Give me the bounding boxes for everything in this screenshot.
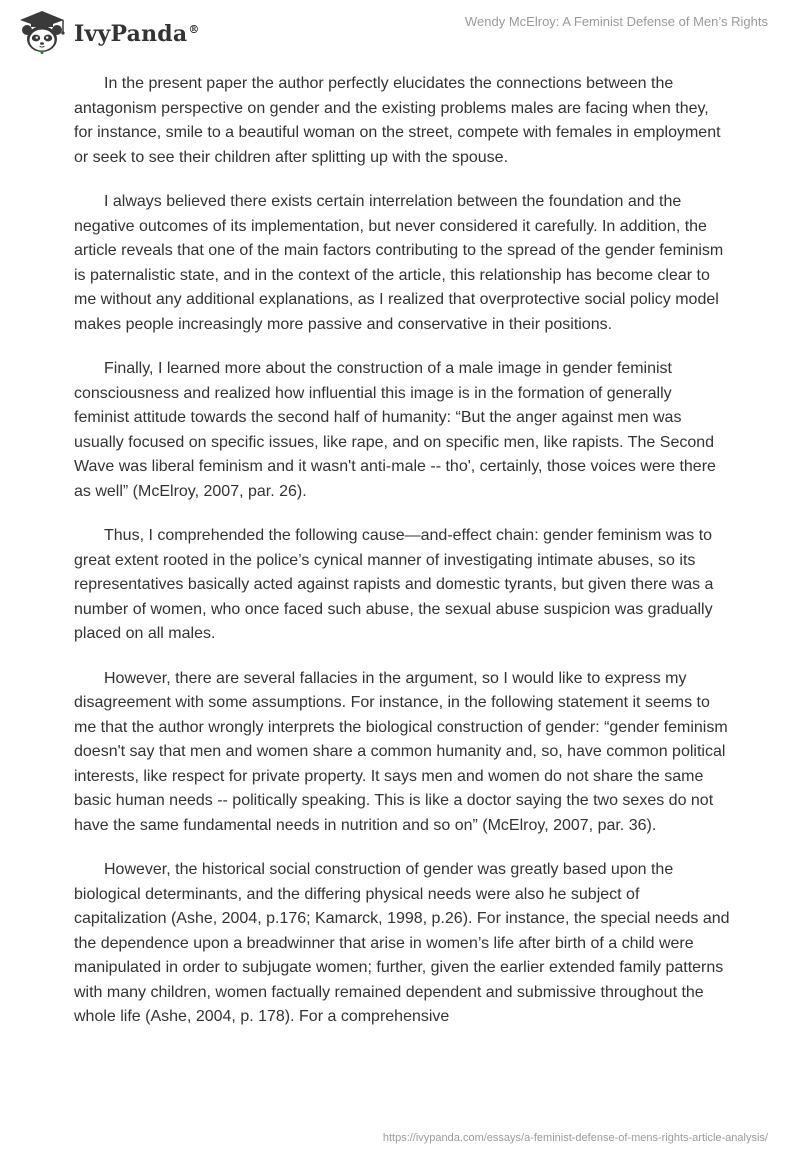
paragraph: Finally, I learned more about the construction of a male image in gender feminist consciousness and realized how influential this image is in the formation of generally feminist attitude towards the second half of humanity: “But the anger against men was usually focused on specific issues, like rape, and on specific men, like rapists. The Second Wave was liberal feminism and it wasn't anti-male -- tho', certainly, those voices were there as well” (McElroy, 2007, par. 26). [74,360,716,500]
page-header [0,0,800,60]
registered-mark: ® [188,22,200,36]
paragraph: However, there are several fallacies in the argument, so I would like to express my disagreement with some assumptions. For instance, in the following statement it seems to me that the author wrongly interprets the biological construction of gender: “gender feminism doesn't say that men and women share a common humanity and, so, have common political interests, like respect for private property. It says men and women do not share the same basic human needs -- politically speaking. This is like a doctor saying the two sexes do not have the same fundamental needs in nutrition and so on” (McElroy, 2007, par. 36). [74,669,728,834]
source-url-link[interactable]: https://ivypanda.com/essays/a-feminist-defense-of-mens-rights-article-analysis/ [382,1132,768,1144]
paragraph: However, the historical social construction of gender was greatly based upon the biological determinants, and the differing physical needs were also he subject of capitalization (Ashe, 2004, p.176; Kamarck, 1998, p.26). For instance, the special needs and the dependence upon a breadwinner that arise in women’s life after birth of a child were manipulated in order to subjugate women; further, given the earlier extended family patterns with many children, women factually remained dependent and submissive throughout the whole life (Ashe, 2004, p. 178). For a comprehensive [74,861,730,1025]
paragraph: In the present paper the author perfectly elucidates the connections between the antagonism perspective on gender and the existing problems males are facing when they, for instance, smile to a beautiful woman on the street, compete with females in employment or seek to see their children after splitting up with the spouse. [74,75,721,166]
essay-body [74,72,730,1050]
paragraph: I always believed there exists certain interrelation between the foundation and the negative outcomes of its implementation, but never considered it carefully. In addition, the article reveals that one of the main factors contributing to the spread of the gender feminism is paternalistic state, and in the context of the article, this relationship has become clear to me without any additional explanations, as I realized that overprotective social policy model makes people increasingly more passive and conservative in their positions. [74,193,724,333]
panda-graduate-icon [14,8,70,54]
logo-text: IvyPanda® [74,21,200,47]
paragraph: Thus, I comprehended the following cause—and-effect chain: gender feminism was to great extent rooted in the police’s cynical manner of investigating intimate abuses, so its representatives basically acted against rapists and domestic tyrants, but given there was a number of women, who once faced such abuse, the sexual abuse suspicion was gradually placed on all males. [74,527,714,642]
document-title: Wendy McElroy: A Feminist Defense of Men’s Rights [465,14,768,29]
ivypanda-logo[interactable] [14,8,200,54]
